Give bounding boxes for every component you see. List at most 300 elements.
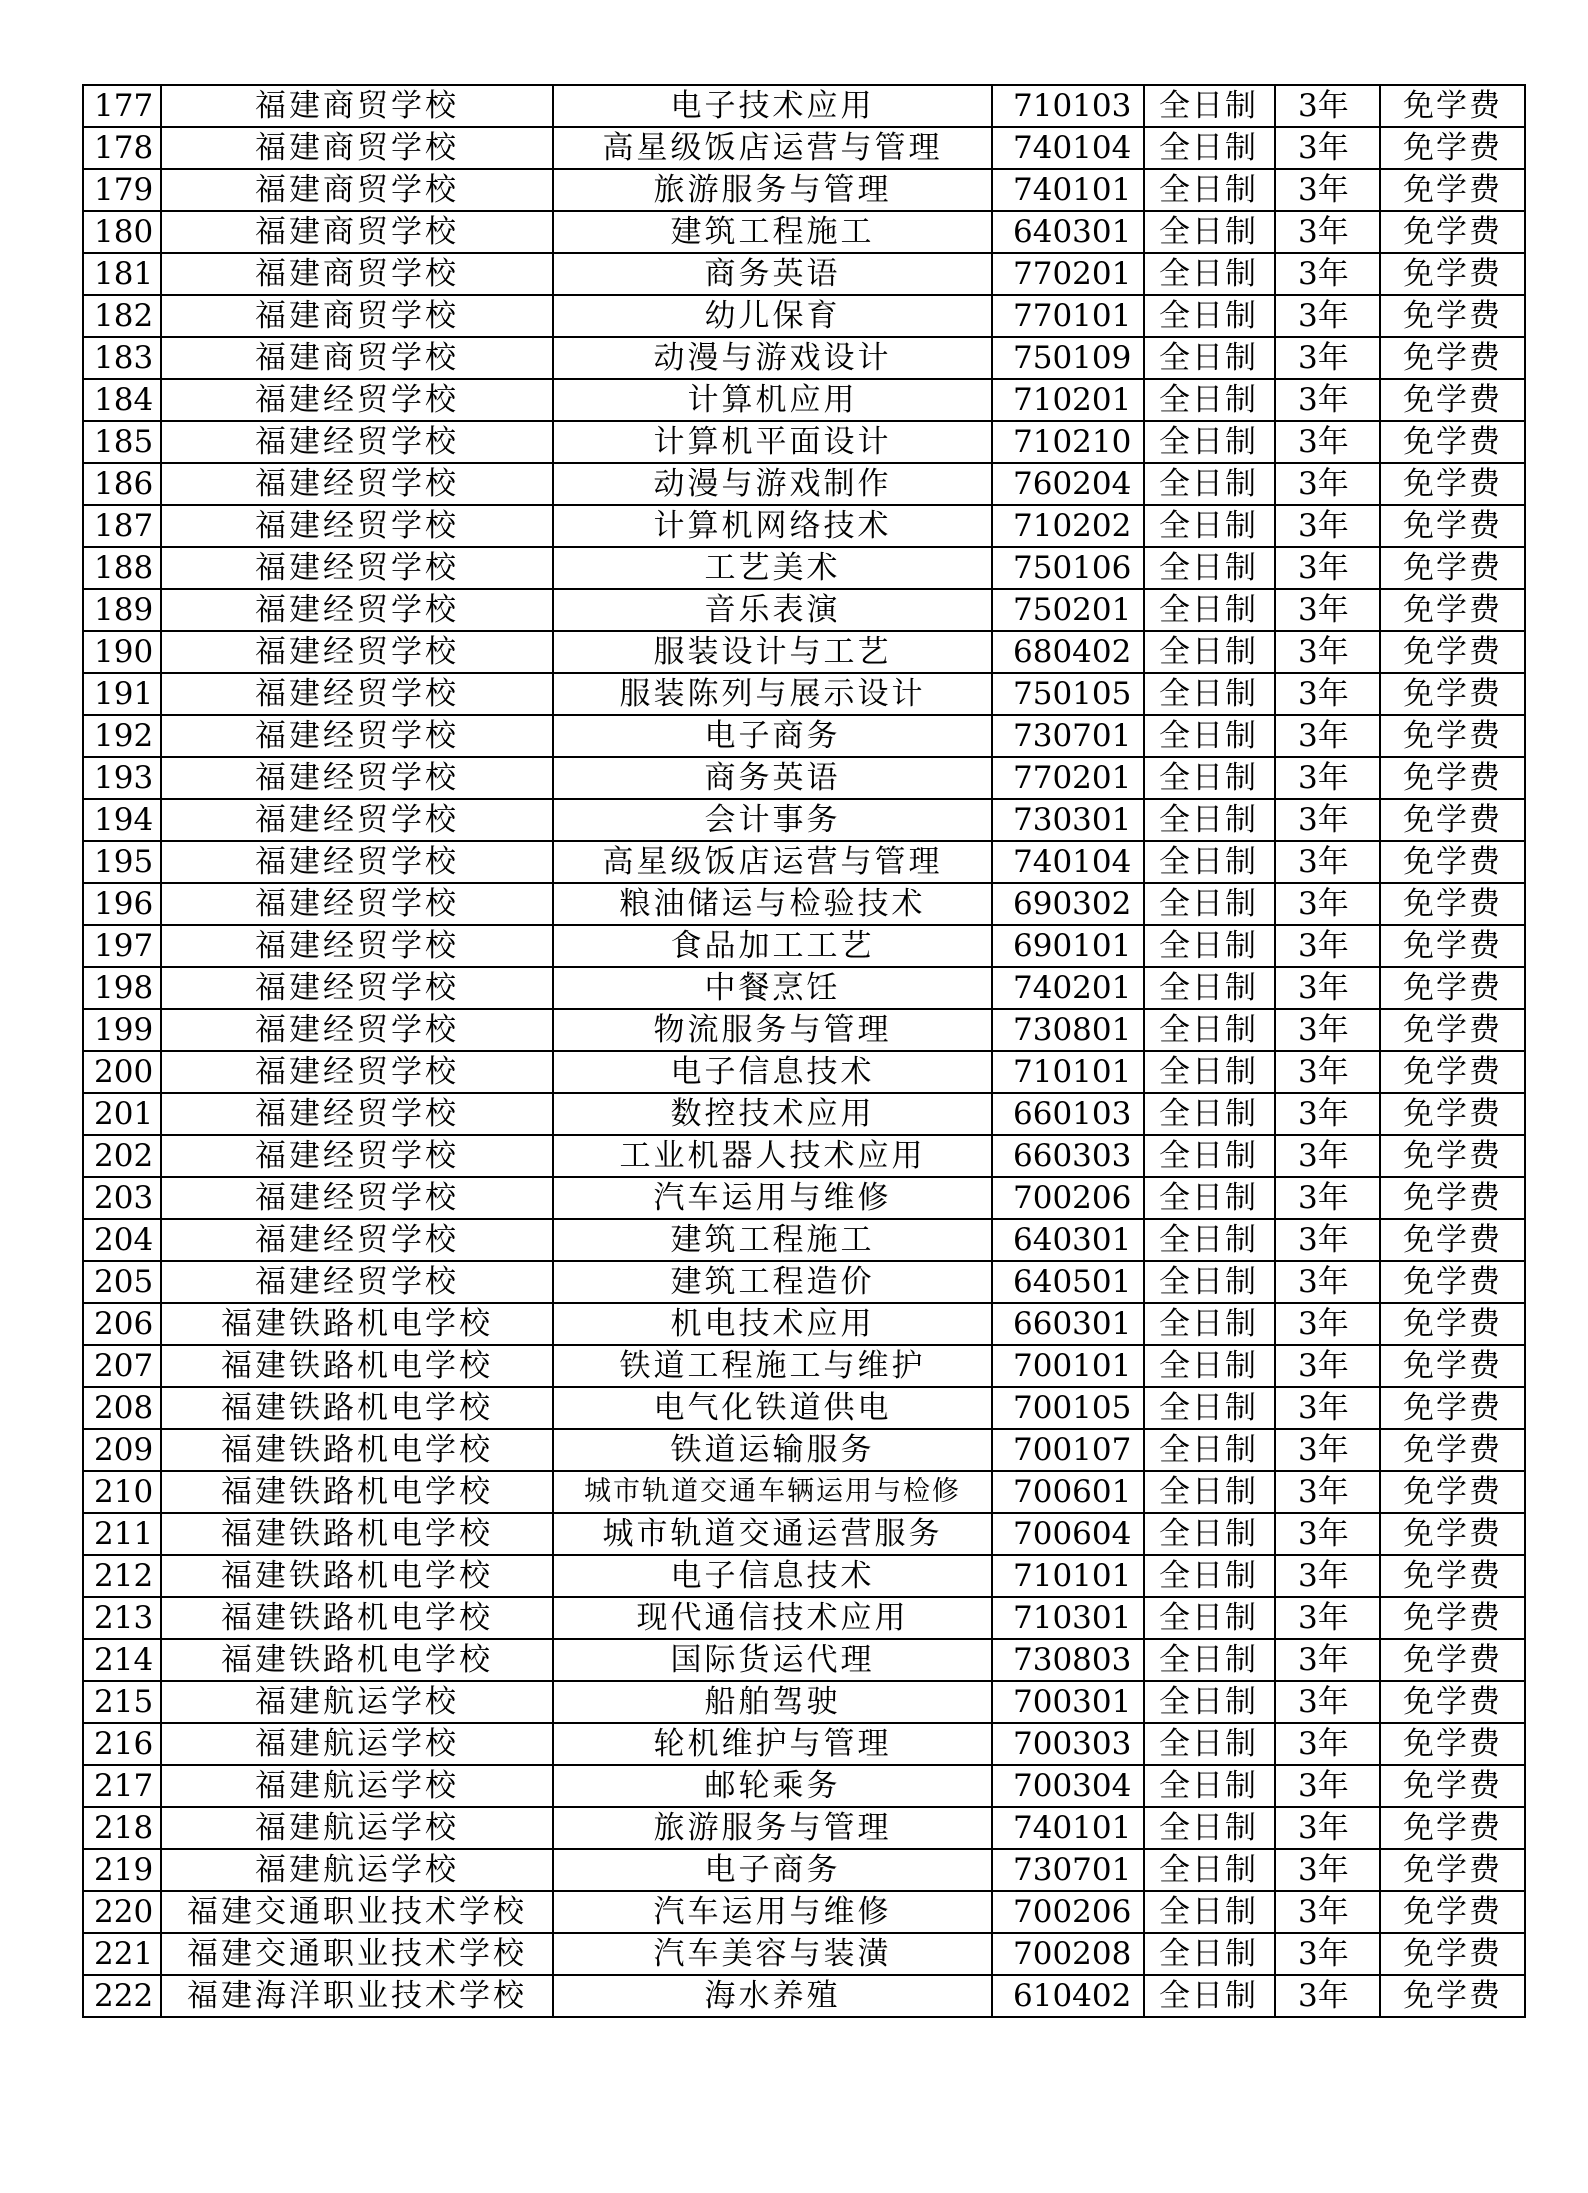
tuition-status-cell: 免学费 <box>1380 1177 1525 1219</box>
study-years-cell: 3年 <box>1275 463 1380 505</box>
study-years-cell: 3年 <box>1275 841 1380 883</box>
major-name-cell: 电子商务 <box>553 715 992 757</box>
school-name-cell: 福建铁路机电学校 <box>161 1387 553 1429</box>
major-code-cell: 730803 <box>992 1639 1144 1681</box>
table-row <box>83 1177 1525 1219</box>
major-code-cell: 640301 <box>992 211 1144 253</box>
major-code-cell: 700206 <box>992 1177 1144 1219</box>
table-row <box>83 211 1525 253</box>
major-name-cell: 工业机器人技术应用 <box>553 1135 992 1177</box>
major-code-cell: 710201 <box>992 379 1144 421</box>
school-name-cell: 福建铁路机电学校 <box>161 1555 553 1597</box>
study-years-cell: 3年 <box>1275 1597 1380 1639</box>
row-number-cell: 183 <box>83 337 161 379</box>
school-name-cell: 福建经贸学校 <box>161 673 553 715</box>
study-mode-cell: 全日制 <box>1144 1303 1275 1345</box>
study-mode-cell: 全日制 <box>1144 505 1275 547</box>
major-code-cell: 740104 <box>992 841 1144 883</box>
major-name-cell: 服装陈列与展示设计 <box>553 673 992 715</box>
study-years-cell: 3年 <box>1275 1471 1380 1513</box>
tuition-status-cell: 免学费 <box>1380 631 1525 673</box>
major-code-cell: 690302 <box>992 883 1144 925</box>
table-row <box>83 967 1525 1009</box>
study-mode-cell: 全日制 <box>1144 421 1275 463</box>
major-code-cell: 710101 <box>992 1051 1144 1093</box>
row-number-cell: 178 <box>83 127 161 169</box>
study-years-cell: 3年 <box>1275 1807 1380 1849</box>
study-mode-cell: 全日制 <box>1144 715 1275 757</box>
study-years-cell: 3年 <box>1275 1261 1380 1303</box>
school-name-cell: 福建商贸学校 <box>161 85 553 127</box>
major-name-cell: 工艺美术 <box>553 547 992 589</box>
tuition-status-cell: 免学费 <box>1380 505 1525 547</box>
table-row <box>83 715 1525 757</box>
study-years-cell: 3年 <box>1275 1303 1380 1345</box>
study-mode-cell: 全日制 <box>1144 841 1275 883</box>
major-code-cell: 700101 <box>992 1345 1144 1387</box>
tuition-status-cell: 免学费 <box>1380 883 1525 925</box>
school-name-cell: 福建经贸学校 <box>161 757 553 799</box>
major-code-cell: 660103 <box>992 1093 1144 1135</box>
study-mode-cell: 全日制 <box>1144 1513 1275 1555</box>
row-number-cell: 200 <box>83 1051 161 1093</box>
tuition-status-cell: 免学费 <box>1380 1093 1525 1135</box>
major-code-cell: 730701 <box>992 1849 1144 1891</box>
table-row <box>83 1471 1525 1513</box>
study-mode-cell: 全日制 <box>1144 757 1275 799</box>
major-code-cell: 660301 <box>992 1303 1144 1345</box>
row-number-cell: 182 <box>83 295 161 337</box>
study-mode-cell: 全日制 <box>1144 211 1275 253</box>
table-row <box>83 127 1525 169</box>
study-years-cell: 3年 <box>1275 1891 1380 1933</box>
major-code-cell: 700604 <box>992 1513 1144 1555</box>
row-number-cell: 204 <box>83 1219 161 1261</box>
major-code-cell: 750106 <box>992 547 1144 589</box>
table-row <box>83 85 1525 127</box>
table-row <box>83 1345 1525 1387</box>
study-years-cell: 3年 <box>1275 505 1380 547</box>
study-mode-cell: 全日制 <box>1144 463 1275 505</box>
study-mode-cell: 全日制 <box>1144 1975 1275 2017</box>
table-row <box>83 589 1525 631</box>
school-name-cell: 福建经贸学校 <box>161 967 553 1009</box>
row-number-cell: 196 <box>83 883 161 925</box>
major-code-cell: 710101 <box>992 1555 1144 1597</box>
table-row <box>83 169 1525 211</box>
study-mode-cell: 全日制 <box>1144 1093 1275 1135</box>
row-number-cell: 185 <box>83 421 161 463</box>
tuition-status-cell: 免学费 <box>1380 1303 1525 1345</box>
row-number-cell: 190 <box>83 631 161 673</box>
school-name-cell: 福建经贸学校 <box>161 463 553 505</box>
table-row <box>83 1765 1525 1807</box>
major-name-cell: 城市轨道交通运营服务 <box>553 1513 992 1555</box>
study-years-cell: 3年 <box>1275 1009 1380 1051</box>
major-code-cell: 700303 <box>992 1723 1144 1765</box>
row-number-cell: 197 <box>83 925 161 967</box>
tuition-status-cell: 免学费 <box>1380 85 1525 127</box>
major-code-cell: 770201 <box>992 757 1144 799</box>
study-years-cell: 3年 <box>1275 1345 1380 1387</box>
row-number-cell: 187 <box>83 505 161 547</box>
tuition-status-cell: 免学费 <box>1380 673 1525 715</box>
table-row <box>83 1009 1525 1051</box>
table-row <box>83 1555 1525 1597</box>
tuition-status-cell: 免学费 <box>1380 1597 1525 1639</box>
major-name-cell: 电子技术应用 <box>553 85 992 127</box>
tuition-status-cell: 免学费 <box>1380 1765 1525 1807</box>
study-mode-cell: 全日制 <box>1144 1429 1275 1471</box>
study-years-cell: 3年 <box>1275 169 1380 211</box>
study-years-cell: 3年 <box>1275 85 1380 127</box>
study-mode-cell: 全日制 <box>1144 1261 1275 1303</box>
tuition-status-cell: 免学费 <box>1380 1219 1525 1261</box>
school-name-cell: 福建经贸学校 <box>161 421 553 463</box>
major-name-cell: 高星级饭店运营与管理 <box>553 127 992 169</box>
major-name-cell: 电子商务 <box>553 1849 992 1891</box>
study-years-cell: 3年 <box>1275 967 1380 1009</box>
school-name-cell: 福建商贸学校 <box>161 337 553 379</box>
major-name-cell: 商务英语 <box>553 253 992 295</box>
tuition-status-cell: 免学费 <box>1380 1429 1525 1471</box>
tuition-status-cell: 免学费 <box>1380 1051 1525 1093</box>
study-years-cell: 3年 <box>1275 1051 1380 1093</box>
school-name-cell: 福建铁路机电学校 <box>161 1429 553 1471</box>
study-years-cell: 3年 <box>1275 379 1380 421</box>
study-years-cell: 3年 <box>1275 1387 1380 1429</box>
table-row <box>83 1303 1525 1345</box>
row-number-cell: 205 <box>83 1261 161 1303</box>
school-name-cell: 福建经贸学校 <box>161 841 553 883</box>
study-mode-cell: 全日制 <box>1144 169 1275 211</box>
study-mode-cell: 全日制 <box>1144 883 1275 925</box>
tuition-status-cell: 免学费 <box>1380 1387 1525 1429</box>
table-row <box>83 505 1525 547</box>
major-name-cell: 物流服务与管理 <box>553 1009 992 1051</box>
table-body <box>83 85 1525 2017</box>
school-name-cell: 福建商贸学校 <box>161 169 553 211</box>
major-name-cell: 国际货运代理 <box>553 1639 992 1681</box>
school-name-cell: 福建航运学校 <box>161 1681 553 1723</box>
study-years-cell: 3年 <box>1275 295 1380 337</box>
school-name-cell: 福建经贸学校 <box>161 1009 553 1051</box>
study-mode-cell: 全日制 <box>1144 1891 1275 1933</box>
tuition-status-cell: 免学费 <box>1380 841 1525 883</box>
major-code-cell: 740101 <box>992 1807 1144 1849</box>
table-row <box>83 631 1525 673</box>
major-code-cell: 710103 <box>992 85 1144 127</box>
row-number-cell: 188 <box>83 547 161 589</box>
tuition-status-cell: 免学费 <box>1380 337 1525 379</box>
row-number-cell: 206 <box>83 1303 161 1345</box>
study-years-cell: 3年 <box>1275 1765 1380 1807</box>
row-number-cell: 181 <box>83 253 161 295</box>
row-number-cell: 222 <box>83 1975 161 2017</box>
school-name-cell: 福建铁路机电学校 <box>161 1639 553 1681</box>
major-name-cell: 船舶驾驶 <box>553 1681 992 1723</box>
tuition-status-cell: 免学费 <box>1380 1345 1525 1387</box>
tuition-status-cell: 免学费 <box>1380 1261 1525 1303</box>
row-number-cell: 177 <box>83 85 161 127</box>
major-code-cell: 730301 <box>992 799 1144 841</box>
study-years-cell: 3年 <box>1275 211 1380 253</box>
table-row <box>83 379 1525 421</box>
table-row <box>83 421 1525 463</box>
study-years-cell: 3年 <box>1275 1555 1380 1597</box>
study-mode-cell: 全日制 <box>1144 1597 1275 1639</box>
school-name-cell: 福建商贸学校 <box>161 295 553 337</box>
table-row <box>83 1219 1525 1261</box>
study-mode-cell: 全日制 <box>1144 1345 1275 1387</box>
tuition-status-cell: 免学费 <box>1380 967 1525 1009</box>
table-row <box>83 1807 1525 1849</box>
school-name-cell: 福建经贸学校 <box>161 799 553 841</box>
study-years-cell: 3年 <box>1275 1513 1380 1555</box>
study-mode-cell: 全日制 <box>1144 1135 1275 1177</box>
study-years-cell: 3年 <box>1275 253 1380 295</box>
study-mode-cell: 全日制 <box>1144 1765 1275 1807</box>
row-number-cell: 202 <box>83 1135 161 1177</box>
major-code-cell: 730701 <box>992 715 1144 757</box>
tuition-status-cell: 免学费 <box>1380 1555 1525 1597</box>
school-name-cell: 福建海洋职业技术学校 <box>161 1975 553 2017</box>
tuition-status-cell: 免学费 <box>1380 463 1525 505</box>
major-code-cell: 770101 <box>992 295 1144 337</box>
school-name-cell: 福建经贸学校 <box>161 589 553 631</box>
table-row <box>83 1975 1525 2017</box>
study-years-cell: 3年 <box>1275 1933 1380 1975</box>
tuition-status-cell: 免学费 <box>1380 1135 1525 1177</box>
major-name-cell: 汽车美容与装潢 <box>553 1933 992 1975</box>
study-mode-cell: 全日制 <box>1144 799 1275 841</box>
major-name-cell: 商务英语 <box>553 757 992 799</box>
table-row <box>83 1387 1525 1429</box>
table-row <box>83 673 1525 715</box>
major-code-cell: 700304 <box>992 1765 1144 1807</box>
major-name-cell: 现代通信技术应用 <box>553 1597 992 1639</box>
school-name-cell: 福建经贸学校 <box>161 1177 553 1219</box>
school-name-cell: 福建商贸学校 <box>161 211 553 253</box>
school-name-cell: 福建航运学校 <box>161 1807 553 1849</box>
school-name-cell: 福建经贸学校 <box>161 1051 553 1093</box>
major-code-cell: 700601 <box>992 1471 1144 1513</box>
study-years-cell: 3年 <box>1275 1975 1380 2017</box>
table-row <box>83 463 1525 505</box>
study-years-cell: 3年 <box>1275 715 1380 757</box>
tuition-status-cell: 免学费 <box>1380 127 1525 169</box>
row-number-cell: 184 <box>83 379 161 421</box>
major-name-cell: 电子信息技术 <box>553 1555 992 1597</box>
study-mode-cell: 全日制 <box>1144 1807 1275 1849</box>
study-mode-cell: 全日制 <box>1144 337 1275 379</box>
major-code-cell: 740104 <box>992 127 1144 169</box>
major-code-cell: 710301 <box>992 1597 1144 1639</box>
major-name-cell: 幼儿保育 <box>553 295 992 337</box>
school-name-cell: 福建铁路机电学校 <box>161 1513 553 1555</box>
study-mode-cell: 全日制 <box>1144 967 1275 1009</box>
major-code-cell: 760204 <box>992 463 1144 505</box>
tuition-status-cell: 免学费 <box>1380 1471 1525 1513</box>
table-row <box>83 1723 1525 1765</box>
table-row <box>83 1849 1525 1891</box>
study-years-cell: 3年 <box>1275 547 1380 589</box>
row-number-cell: 203 <box>83 1177 161 1219</box>
row-number-cell: 217 <box>83 1765 161 1807</box>
study-mode-cell: 全日制 <box>1144 589 1275 631</box>
table-row <box>83 757 1525 799</box>
tuition-status-cell: 免学费 <box>1380 295 1525 337</box>
school-name-cell: 福建航运学校 <box>161 1765 553 1807</box>
study-years-cell: 3年 <box>1275 925 1380 967</box>
tuition-status-cell: 免学费 <box>1380 1513 1525 1555</box>
row-number-cell: 211 <box>83 1513 161 1555</box>
table-row <box>83 1639 1525 1681</box>
row-number-cell: 218 <box>83 1807 161 1849</box>
major-code-cell: 750105 <box>992 673 1144 715</box>
row-number-cell: 195 <box>83 841 161 883</box>
study-mode-cell: 全日制 <box>1144 1681 1275 1723</box>
tuition-status-cell: 免学费 <box>1380 1681 1525 1723</box>
study-mode-cell: 全日制 <box>1144 1009 1275 1051</box>
table-row <box>83 883 1525 925</box>
major-name-cell: 汽车运用与维修 <box>553 1891 992 1933</box>
row-number-cell: 198 <box>83 967 161 1009</box>
study-mode-cell: 全日制 <box>1144 85 1275 127</box>
major-code-cell: 700105 <box>992 1387 1144 1429</box>
major-code-cell: 640301 <box>992 1219 1144 1261</box>
table-row <box>83 1891 1525 1933</box>
study-mode-cell: 全日制 <box>1144 1555 1275 1597</box>
row-number-cell: 180 <box>83 211 161 253</box>
table-row <box>83 1429 1525 1471</box>
tuition-status-cell: 免学费 <box>1380 1723 1525 1765</box>
table-row <box>83 253 1525 295</box>
major-name-cell: 计算机平面设计 <box>553 421 992 463</box>
major-code-cell: 700208 <box>992 1933 1144 1975</box>
row-number-cell: 201 <box>83 1093 161 1135</box>
table-row <box>83 337 1525 379</box>
major-name-cell: 建筑工程造价 <box>553 1261 992 1303</box>
study-mode-cell: 全日制 <box>1144 295 1275 337</box>
study-years-cell: 3年 <box>1275 631 1380 673</box>
table-row <box>83 799 1525 841</box>
tuition-status-cell: 免学费 <box>1380 253 1525 295</box>
row-number-cell: 221 <box>83 1933 161 1975</box>
major-name-cell: 电气化铁道供电 <box>553 1387 992 1429</box>
row-number-cell: 214 <box>83 1639 161 1681</box>
row-number-cell: 210 <box>83 1471 161 1513</box>
row-number-cell: 220 <box>83 1891 161 1933</box>
major-code-cell: 680402 <box>992 631 1144 673</box>
school-name-cell: 福建经贸学校 <box>161 547 553 589</box>
school-name-cell: 福建经贸学校 <box>161 883 553 925</box>
major-name-cell: 高星级饭店运营与管理 <box>553 841 992 883</box>
study-mode-cell: 全日制 <box>1144 631 1275 673</box>
tuition-status-cell: 免学费 <box>1380 1639 1525 1681</box>
major-code-cell: 740201 <box>992 967 1144 1009</box>
study-years-cell: 3年 <box>1275 337 1380 379</box>
school-name-cell: 福建交通职业技术学校 <box>161 1891 553 1933</box>
study-mode-cell: 全日制 <box>1144 1177 1275 1219</box>
row-number-cell: 179 <box>83 169 161 211</box>
table-row <box>83 1261 1525 1303</box>
study-years-cell: 3年 <box>1275 1849 1380 1891</box>
school-name-cell: 福建经贸学校 <box>161 505 553 547</box>
row-number-cell: 215 <box>83 1681 161 1723</box>
school-name-cell: 福建铁路机电学校 <box>161 1597 553 1639</box>
major-name-cell: 铁道运输服务 <box>553 1429 992 1471</box>
study-mode-cell: 全日制 <box>1144 1933 1275 1975</box>
major-code-cell: 660303 <box>992 1135 1144 1177</box>
tuition-status-cell: 免学费 <box>1380 1933 1525 1975</box>
study-mode-cell: 全日制 <box>1144 1051 1275 1093</box>
major-name-cell: 旅游服务与管理 <box>553 169 992 211</box>
major-name-cell: 音乐表演 <box>553 589 992 631</box>
study-mode-cell: 全日制 <box>1144 379 1275 421</box>
major-code-cell: 730801 <box>992 1009 1144 1051</box>
school-name-cell: 福建经贸学校 <box>161 925 553 967</box>
major-name-cell: 汽车运用与维修 <box>553 1177 992 1219</box>
major-name-cell: 机电技术应用 <box>553 1303 992 1345</box>
major-name-cell: 建筑工程施工 <box>553 1219 992 1261</box>
table-row <box>83 1135 1525 1177</box>
major-name-cell: 中餐烹饪 <box>553 967 992 1009</box>
study-mode-cell: 全日制 <box>1144 547 1275 589</box>
study-mode-cell: 全日制 <box>1144 1471 1275 1513</box>
table-row <box>83 1597 1525 1639</box>
school-name-cell: 福建铁路机电学校 <box>161 1303 553 1345</box>
major-code-cell: 700107 <box>992 1429 1144 1471</box>
tuition-status-cell: 免学费 <box>1380 925 1525 967</box>
table-row <box>83 1513 1525 1555</box>
school-name-cell: 福建经贸学校 <box>161 379 553 421</box>
school-name-cell: 福建经贸学校 <box>161 1093 553 1135</box>
school-name-cell: 福建航运学校 <box>161 1849 553 1891</box>
major-name-cell: 邮轮乘务 <box>553 1765 992 1807</box>
study-mode-cell: 全日制 <box>1144 253 1275 295</box>
major-name-cell: 铁道工程施工与维护 <box>553 1345 992 1387</box>
study-years-cell: 3年 <box>1275 1681 1380 1723</box>
tuition-status-cell: 免学费 <box>1380 799 1525 841</box>
table-row <box>83 1093 1525 1135</box>
major-name-cell: 旅游服务与管理 <box>553 1807 992 1849</box>
major-code-cell: 710202 <box>992 505 1144 547</box>
tuition-status-cell: 免学费 <box>1380 715 1525 757</box>
study-years-cell: 3年 <box>1275 757 1380 799</box>
tuition-status-cell: 免学费 <box>1380 547 1525 589</box>
tuition-status-cell: 免学费 <box>1380 1849 1525 1891</box>
tuition-status-cell: 免学费 <box>1380 211 1525 253</box>
school-name-cell: 福建经贸学校 <box>161 715 553 757</box>
tuition-status-cell: 免学费 <box>1380 1009 1525 1051</box>
major-code-cell: 700301 <box>992 1681 1144 1723</box>
study-years-cell: 3年 <box>1275 589 1380 631</box>
tuition-status-cell: 免学费 <box>1380 1891 1525 1933</box>
study-years-cell: 3年 <box>1275 1177 1380 1219</box>
school-name-cell: 福建经贸学校 <box>161 1135 553 1177</box>
row-number-cell: 209 <box>83 1429 161 1471</box>
table-row <box>83 841 1525 883</box>
major-name-cell: 建筑工程施工 <box>553 211 992 253</box>
study-mode-cell: 全日制 <box>1144 127 1275 169</box>
study-years-cell: 3年 <box>1275 1093 1380 1135</box>
school-name-cell: 福建铁路机电学校 <box>161 1471 553 1513</box>
study-years-cell: 3年 <box>1275 1135 1380 1177</box>
tuition-status-cell: 免学费 <box>1380 421 1525 463</box>
row-number-cell: 192 <box>83 715 161 757</box>
row-number-cell: 216 <box>83 1723 161 1765</box>
